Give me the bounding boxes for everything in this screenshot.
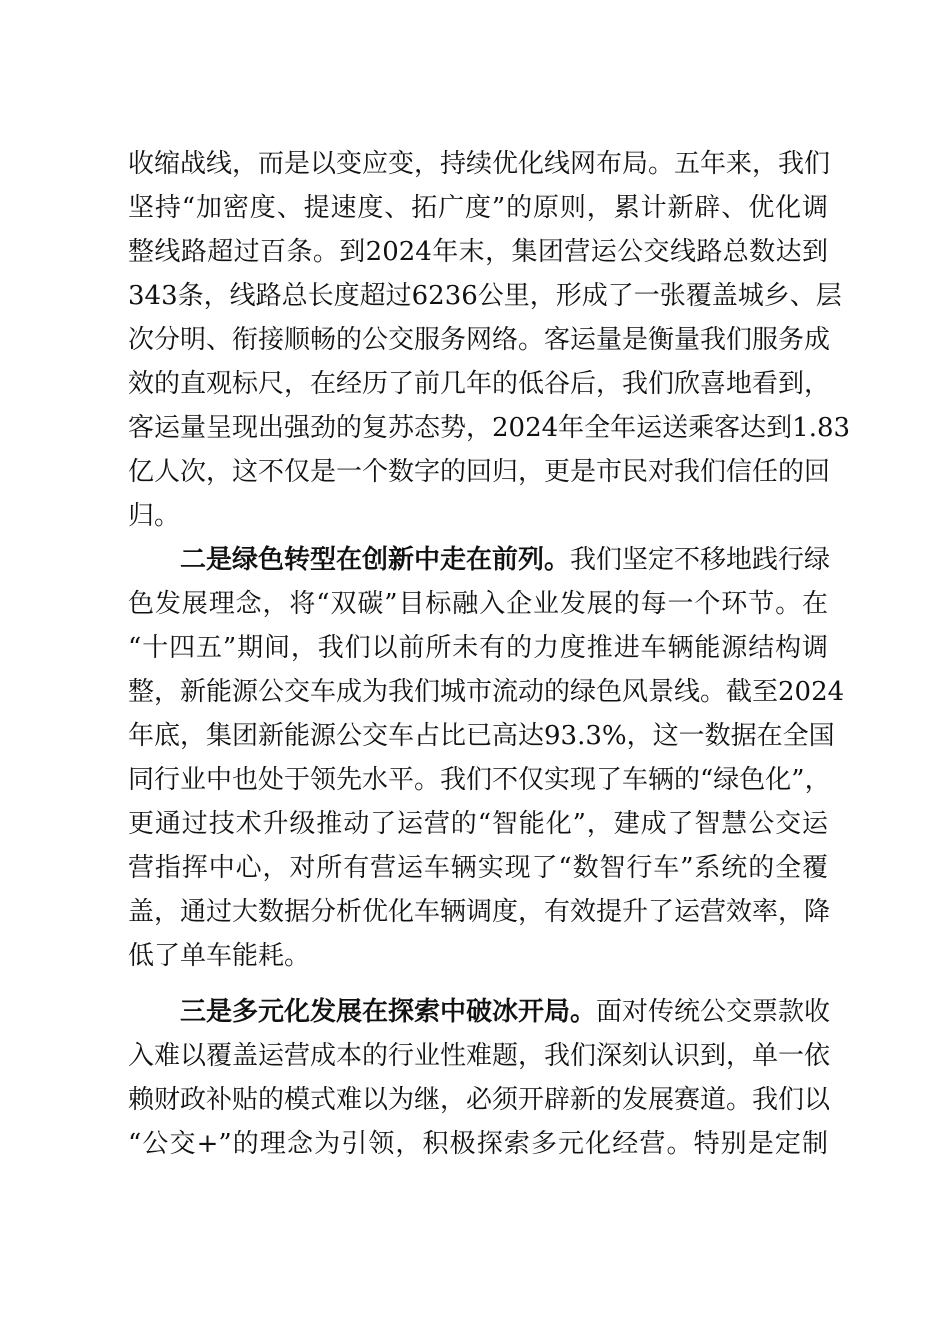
- paragraph3-line-3: 赖财政补贴的模式难以为继，必须开辟新的发展赛道。我们以: [128, 1085, 831, 1115]
- paragraph1-line-7: 客运量呈现出强劲的复苏态势，2024年全年运送乘客达到1.83: [128, 413, 851, 443]
- paragraph2-line-7: 更通过技术升级推动了运营的“智能化”，建成了智慧公交运: [128, 809, 828, 839]
- paragraph1-line-5: 次分明、衔接顺畅的公交服务网络。客运量是衡量我们服务成: [128, 325, 831, 355]
- paragraph3-line-2: 入难以覆盖运营成本的行业性难题，我们深刻认识到，单一依: [128, 1041, 831, 1071]
- paragraph2-line-4: 整，新能源公交车成为我们城市流动的绿色风景线。截至2024: [128, 677, 845, 707]
- paragraph3-heading: 三是多元化发展在探索中破冰开局。: [180, 997, 597, 1027]
- paragraph1-line-3: 整线路超过百条。到2024年末，集团营运公交线路总数达到: [128, 237, 828, 267]
- paragraph2-first-line: [180, 538, 831, 582]
- paragraph2-heading: 二是绿色转型在创新中走在前列。: [180, 545, 571, 575]
- paragraph1-line-4: 343条，线路总长度超过6236公里，形成了一张覆盖城乡、层: [128, 281, 842, 311]
- paragraph3-first-line: [180, 990, 831, 1034]
- paragraph3-first-line-rest: 面对传统公交票款收: [596, 997, 831, 1027]
- paragraph1-line-9: 归。: [128, 501, 181, 531]
- paragraph2-line-6: 同行业中也处于领先水平。我们不仅实现了车辆的“绿色化”，: [128, 765, 831, 795]
- paragraph2-first-line-rest: 我们坚定不移地践行绿: [570, 545, 831, 575]
- paragraph1-line-2: 坚持“加密度、提速度、拓广度”的原则，累计新辟、优化调: [128, 193, 828, 223]
- paragraph2-line-2: 色发展理念，将“双碳”目标融入企业发展的每一个环节。在: [128, 589, 828, 619]
- paragraph2-line-3: “十四五”期间，我们以前所未有的力度推进车辆能源结构调: [128, 633, 828, 663]
- paragraph2-line-9: 盖，通过大数据分析优化车辆调度，有效提升了运营效率，降: [128, 897, 831, 927]
- paragraph1-line-8: 亿人次，这不仅是一个数字的回归，更是市民对我们信任的回: [128, 457, 831, 487]
- paragraph2-line-5: 年底，集团新能源公交车占比已高达93.3%，这一数据在全国: [128, 721, 835, 751]
- paragraph2-line-10: 低了单车能耗。: [128, 941, 311, 971]
- paragraph1-line-6: 效的直观标尺，在经历了前几年的低谷后，我们欣喜地看到，: [128, 369, 831, 399]
- paragraph3-line-4: “公交+”的理念为引领，积极探索多元化经营。特别是定制: [128, 1129, 828, 1159]
- paragraph2-line-8: 营指挥中心，对所有营运车辆实现了“数智行车”系统的全覆: [128, 853, 828, 883]
- paragraph1-line-1: 收缩战线，而是以变应变，持续优化线网布局。五年来，我们: [128, 149, 831, 179]
